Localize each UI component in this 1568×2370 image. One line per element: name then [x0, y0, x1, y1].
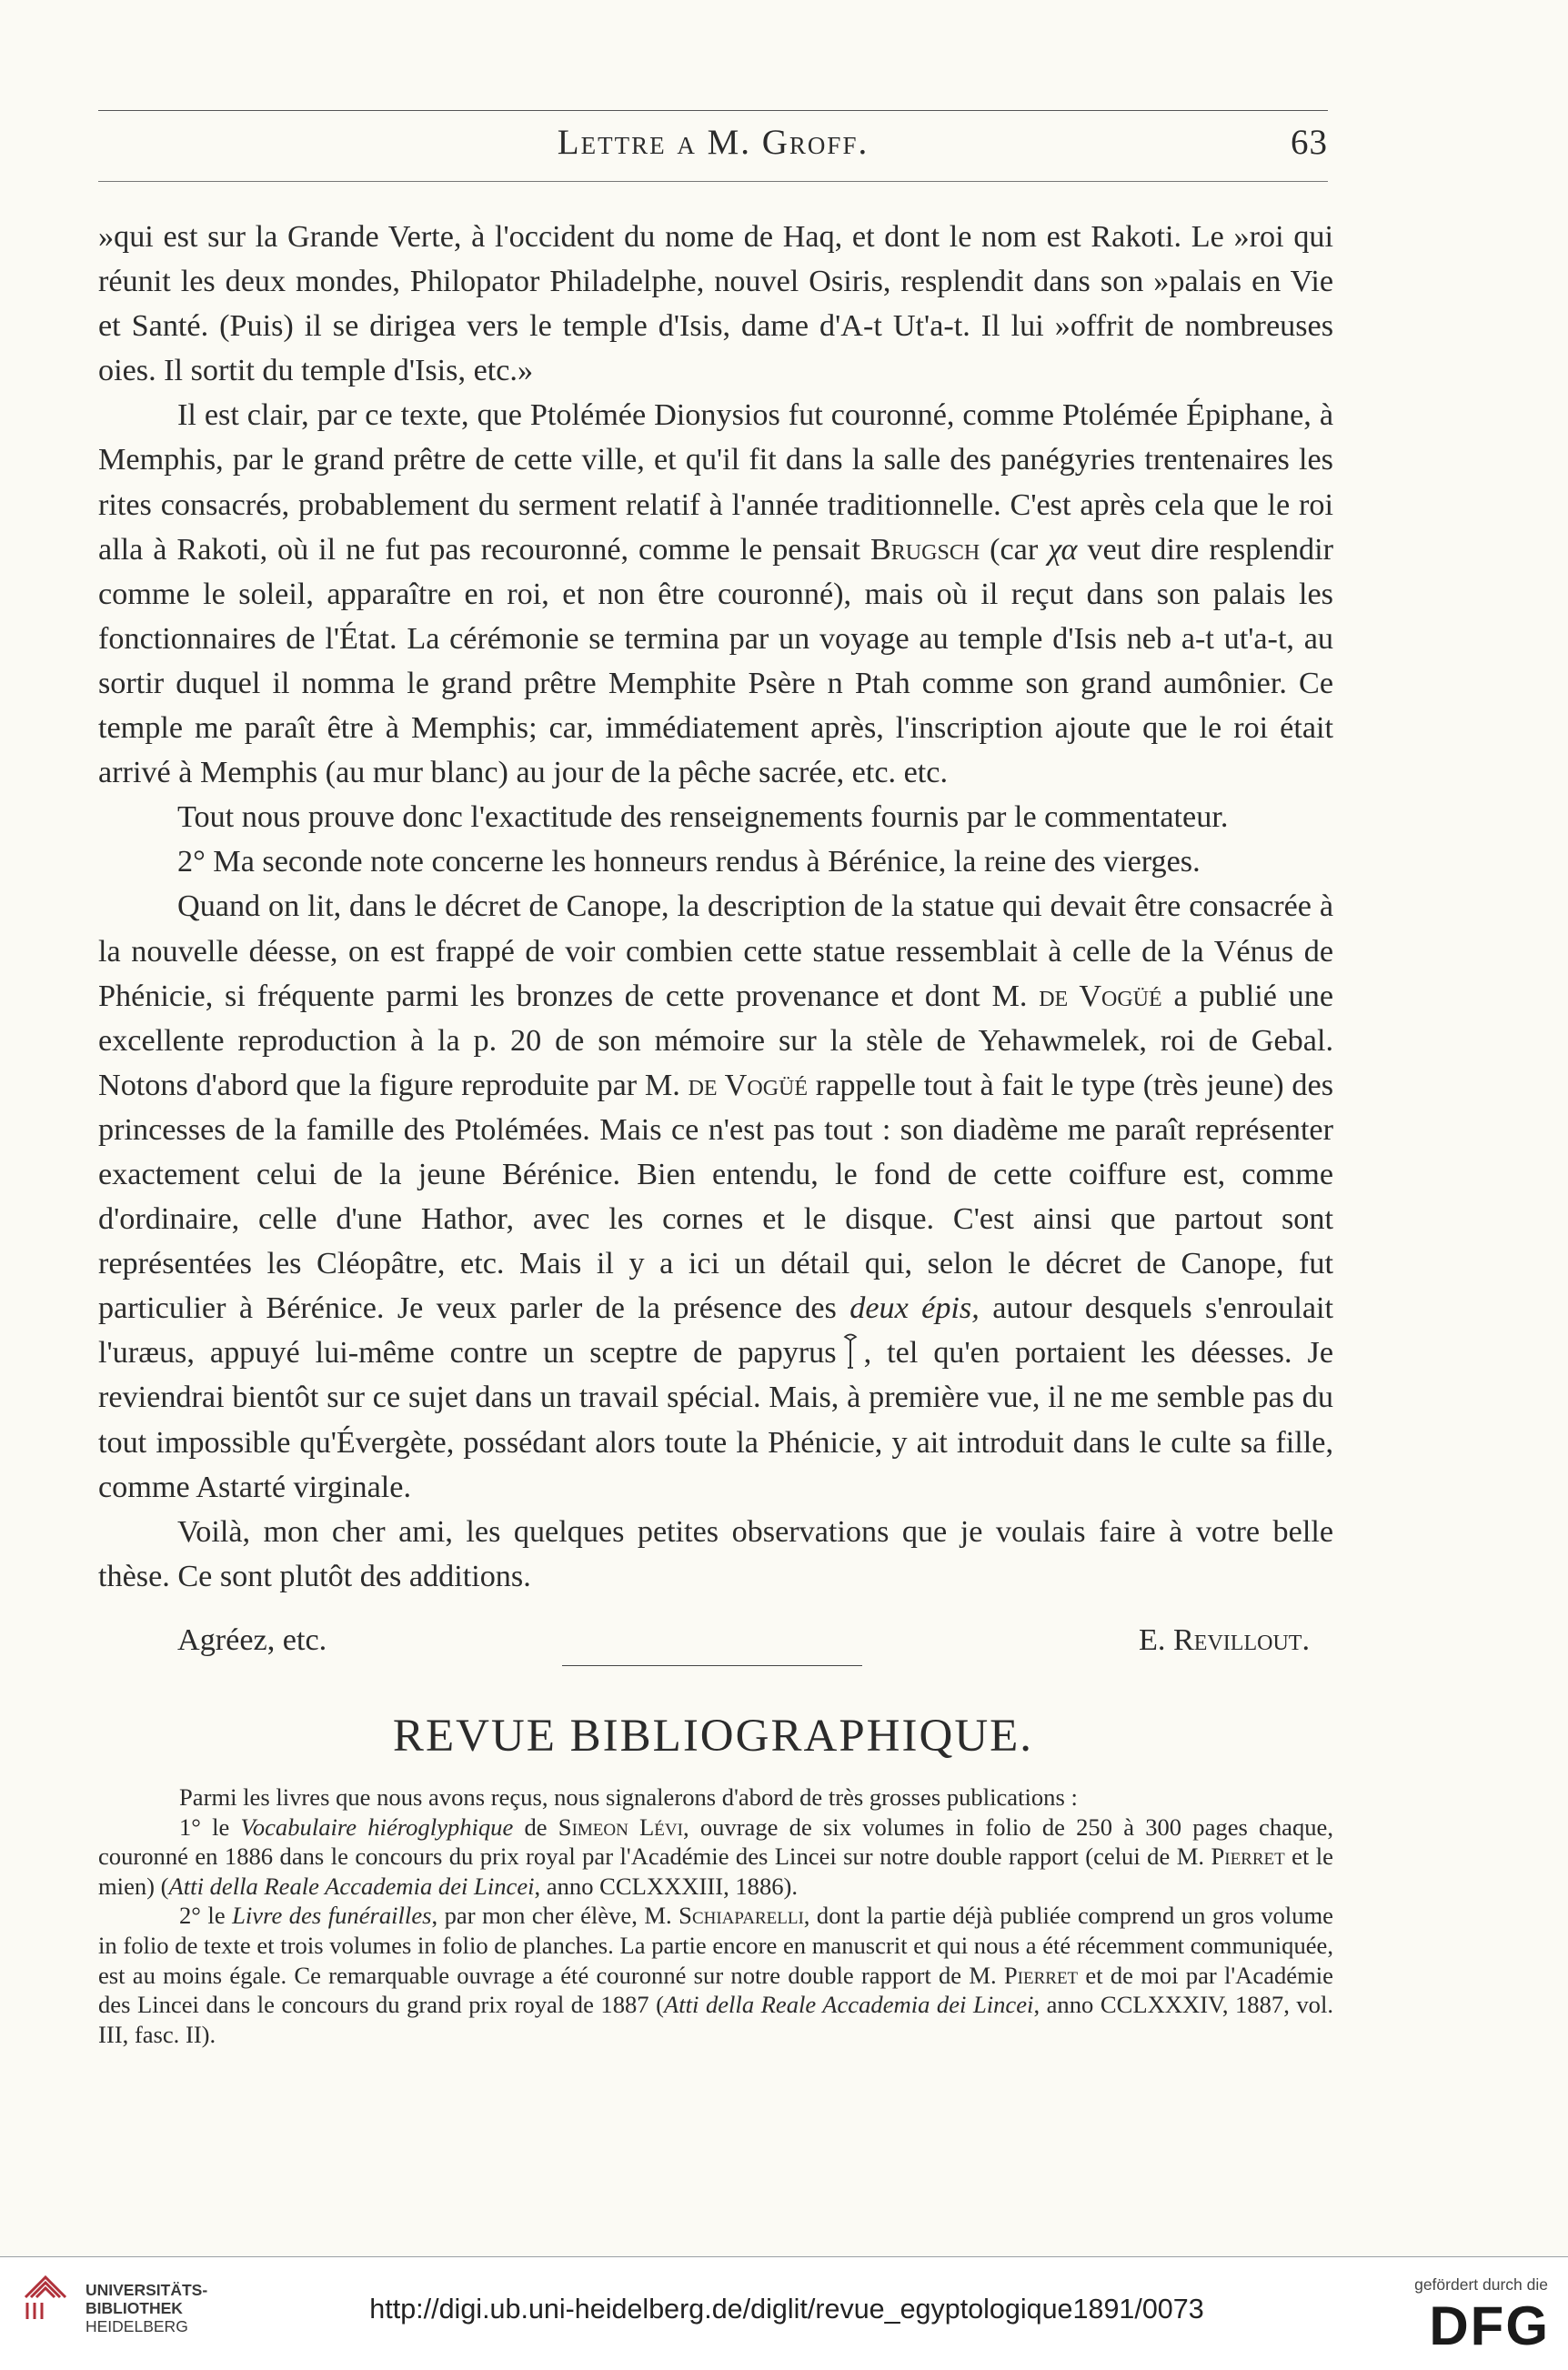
biblio-entry-1	[98, 1813, 1333, 1902]
text: 2° le	[179, 1902, 226, 1930]
text: veut dire resplendir comme le soleil, apparaître en roi, et non être couronné), mais où il reçut dans son palais les fonctionnaires de l'État. La cérémonie se termina par un voyage au temple d'Isis neb a-t ut'a-t, au sortir duquel il nomma le grand prêtre Memphite Psère n Ptah comme son grand aumônier. Ce temple me paraît être à Memphis; car, immédiatement après, l'inscription ajoute que le roi était arrivé à Memphis (au mur blanc) au jour de la pêche sacrée, etc. etc.	[98, 532, 1334, 790]
header-rule	[98, 181, 1328, 182]
text: rappelle tout à fait le type (très jeune) des princesses de la famille des Ptolémées. Mais ce n'est pas tout : son diadème me paraît représenter exactement celui de la jeune Bérénice. Bien entendu, le fond de cette coiffure est, comme d'ordinaire, celle d'une Hathor, avec les cornes et le disque. C'est ainsi que partout sont représentées les Cléopâtre, etc. Mais il y a ici un détail qui, selon le décret de Canope, fut particulier à Bérénice. Je veux parler de la présence des	[98, 1068, 1333, 1326]
text: autour desquels s'enroulait l'uræus, appuyé lui-même contre un sceptre de papyrus	[98, 1291, 1334, 1371]
text: , par mon cher élève, M.	[431, 1902, 672, 1930]
page-number: 63	[1291, 123, 1328, 162]
book-title: Livre des funérailles	[232, 1902, 432, 1930]
section-title: REVUE BIBLIOGRAPHIQUE.	[392, 1711, 1034, 1762]
author-signature: E. Revillout.	[1139, 1623, 1310, 1657]
funded-by-label: gefördert durch die	[1414, 2275, 1548, 2294]
closing-greeting: Agréez, etc.	[177, 1623, 327, 1657]
text: Quand on lit, dans le décret de Canope, la description de la statue qui devait être consacrée à la nouvelle déesse, on est frappé de voir combien cette statue ressemblait à celle de la Vénus de Phénicie, si fréquente parmi les bronzes de cette provenance et dont M.	[98, 889, 1333, 1013]
top-rule	[98, 110, 1328, 111]
library-name	[85, 2281, 207, 2335]
text: , dont la partie déjà publiée comprend un gros volume in folio de texte et trois volumes in folio de planches. La partie encore en manuscrit et qui nous a été récemment communiquée, est au moins égale. Ce remarquable ouvrage a été couronné sur notre double rapport de M.	[98, 1902, 1333, 1989]
paragraph-3: Tout nous prouve donc l'exactitude des renseignements fournis par le commentateur.	[177, 800, 1229, 835]
library-line-3: HEIDELBERG	[85, 2317, 188, 2335]
journal-title: Atti della Reale Accademia dei Lincei	[664, 1991, 1034, 2019]
paragraph-5	[98, 884, 1333, 1509]
book-title: Vocabulaire hiéroglyphique	[240, 1813, 514, 1841]
author-brugsch: Brugsch	[870, 532, 980, 567]
text: , tel qu'en portaient les déesses. Je reviendrai bientôt sur ce sujet dans un travail spécial. Mais, à première vue, il ne me semble pas du tout impossible qu'Évergète, possédant alors toute la Phénicie, y ait introduit dans le culte sa fille, comme Astarté virginale.	[98, 1336, 1334, 1504]
journal-title: Atti della Reale Accademia dei Lincei	[168, 1872, 535, 1900]
text: et de moi par l'Académie des Lincei dans le concours du grand prix royal de 1887 (	[98, 1961, 1333, 2019]
author-name: Pierret	[1211, 1843, 1285, 1871]
emphasis-deux-epis: deux épis,	[849, 1291, 980, 1326]
text: a publié une excellente reproduction à la p. 20 de son mémoire sur la stèle de Yehawmelek, roi de Gebal. Notons d'abord que la figure reproduite par M.	[98, 979, 1333, 1102]
author-name: Schiaparelli	[678, 1902, 804, 1930]
signature-rule	[562, 1665, 862, 1666]
text: Il est clair, par ce texte, que Ptolémée Dionysios fut couronné, comme Ptolémée Épiphane, à Memphis, par le grand prêtre de cette ville, et qu'il fit dans la salle des panégyries trentenaires les rites consacrés, probablement du serment relatif à l'année traditionnelle. C'est après cela que le roi alla à Rakoti, où il ne fut pas recouronné, comme le pensait	[98, 398, 1333, 567]
text: 1° le	[179, 1813, 230, 1841]
text: (car	[990, 532, 1039, 567]
paragraph-2	[98, 393, 1333, 795]
text: de	[524, 1813, 548, 1841]
library-logo-icon	[18, 2270, 73, 2325]
bibliography-section	[98, 1783, 1333, 2049]
paragraph-6: Voilà, mon cher ami, les quelques petites observations que je voulais faire à votre belle thèse. Ce sont plutôt des additions.	[98, 1514, 1333, 1593]
text: , anno CCLXXXIV, 1887, vol. III, fasc. II).	[98, 1991, 1334, 2048]
author-name: Simeon Lévi	[558, 1813, 683, 1841]
biblio-entry-2	[98, 1901, 1333, 2049]
letter-closing	[98, 1623, 1328, 1671]
running-title: Lettre a M. Groff.	[557, 123, 869, 162]
biblio-intro: Parmi les livres que nous avons reçus, nous signalerons d'abord de très grosses publications :	[179, 1783, 1078, 1811]
author-de-vogue: de Vogüé	[688, 1068, 809, 1102]
permalink-url[interactable]: http://digi.ub.uni-heidelberg.de/diglit/revue_egyptologique1891/0073	[369, 2294, 1204, 2325]
text: , ouvrage de six volumes in folio de 250 à 300 pages chaque, couronné en 1886 dans le concours du prix royal par l'Académie des Lincei sur notre double rapport (celui de M.	[98, 1813, 1333, 1871]
text: et le mien) (	[98, 1843, 1333, 1900]
papyrus-sceptre-icon	[840, 1333, 860, 1371]
paragraph-quote: »qui est sur la Grande Verte, à l'occident du nome de Haq, et dont le nom est Rakoti. Le »roi qui réunit les deux mondes, Philopator Philadelphe, nouvel Osiris, resplendit dans son »palais en Vie et Santé. (Puis) il se dirigea vers le temple d'Isis, dame d'A-t Ut'a-t. Il lui »offrit de nombreuses oies. Il sortit du temple d'Isis, etc.»	[98, 220, 1333, 388]
author-name: Pierret	[1003, 1961, 1079, 1989]
library-line-2: BIBLIOTHEK	[85, 2299, 183, 2317]
author-de-vogue: de Vogüé	[1039, 979, 1162, 1013]
greek-word: χα	[1048, 532, 1078, 567]
library-line-1: UNIVERSITÄTS-	[85, 2281, 208, 2299]
running-head	[98, 122, 1328, 167]
dfg-logo: DFG	[1429, 2295, 1550, 2356]
letter-body	[98, 215, 1333, 1599]
paragraph-4: 2° Ma seconde note concerne les honneurs rendus à Bérénice, la reine des vierges.	[177, 845, 1201, 879]
text: , anno CCLXXXIII, 1886).	[534, 1872, 799, 1900]
footer-bar	[0, 2257, 1568, 2370]
